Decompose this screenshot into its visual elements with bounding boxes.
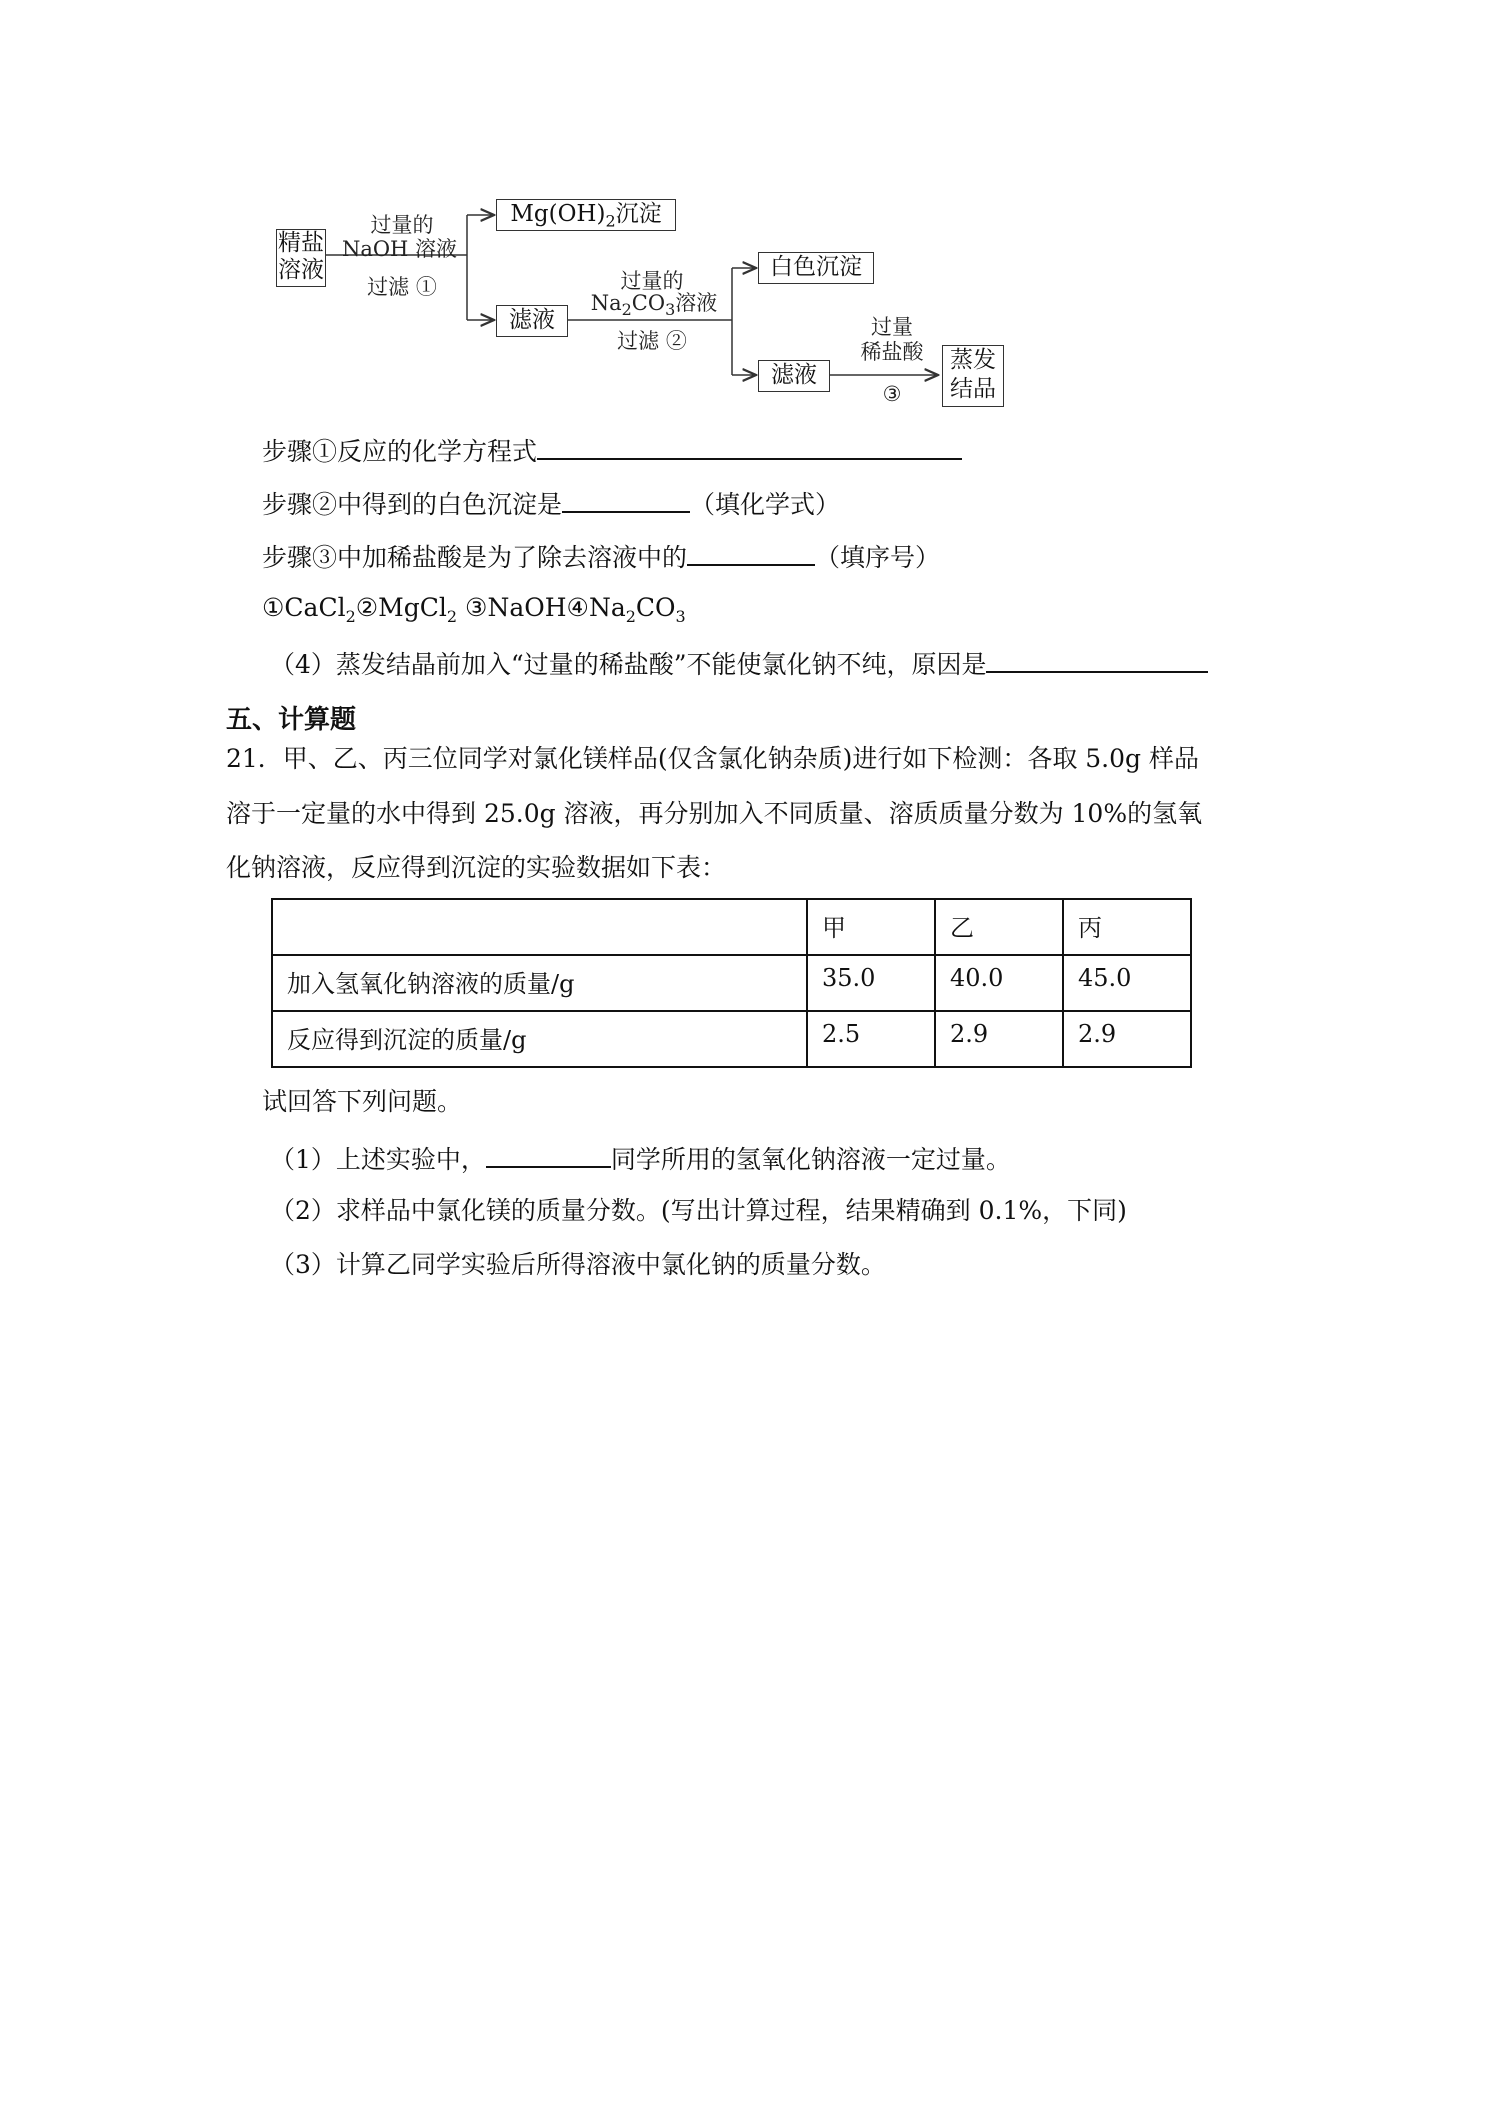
table-cell: 2.9 bbox=[935, 1011, 1063, 1067]
followup-intro: 试回答下列问题。 bbox=[262, 1087, 463, 1116]
white-precipitate-box: 白色沉淀 bbox=[758, 252, 874, 284]
step2-operation: 过滤 ② bbox=[617, 329, 687, 353]
question-4: （4）蒸发结晶前加入“过量的稀盐酸”不能使氯化钠不纯，原因是 bbox=[270, 645, 1208, 682]
answer-blank-q4[interactable] bbox=[986, 645, 1208, 673]
table-header-cell: 甲 bbox=[807, 899, 935, 955]
evaporation-crystallization-box: 蒸发 结品 bbox=[942, 345, 1004, 407]
table-header-row bbox=[272, 899, 1191, 955]
step1-reagent-line1: 过量的 bbox=[370, 213, 434, 237]
step1-operation: 过滤 ① bbox=[367, 275, 437, 299]
followup-q3: （3）计算乙同学实验后所得溶液中氯化钠的质量分数。 bbox=[270, 1250, 886, 1279]
step2-reagent-line1: 过量的 bbox=[620, 269, 684, 293]
table-cell: 45.0 bbox=[1063, 955, 1191, 1011]
followup-q1: （1）上述实验中， 同学所用的氢氧化钠溶液一定过量。 bbox=[270, 1140, 1011, 1177]
filtrate2-box: 滤液 bbox=[758, 360, 830, 392]
table-header-cell bbox=[272, 899, 807, 955]
process-flow-diagram bbox=[262, 185, 1022, 415]
table-row bbox=[272, 955, 1191, 1011]
table-cell: 2.5 bbox=[807, 1011, 935, 1067]
fine-salt-solution-box: 精盐 溶液 bbox=[276, 229, 326, 287]
problem21-line2: 溶于一定量的水中得到 25.0g 溶液，再分别加入不同质量、溶质质量分数为 10%的氢氧 bbox=[226, 799, 1203, 828]
step3-operation: ③ bbox=[882, 382, 902, 406]
table-header-cell: 乙 bbox=[935, 899, 1063, 955]
data-table bbox=[271, 898, 1192, 1068]
question-step1: 步骤①反应的化学方程式 bbox=[262, 432, 962, 469]
table-row-label: 加入氢氧化钠溶液的质量/g bbox=[272, 955, 807, 1011]
mgoh2-precipitate-box: $Mg(OH)_2$沉淀 bbox=[496, 199, 676, 231]
step2-reagent-line2: $Na_2CO_3$溶液 bbox=[590, 291, 718, 320]
table-cell: 40.0 bbox=[935, 955, 1063, 1011]
problem21-line3: 化钠溶液，反应得到沉淀的实验数据如下表： bbox=[226, 853, 727, 882]
table-row bbox=[272, 1011, 1191, 1067]
table-cell: 35.0 bbox=[807, 955, 935, 1011]
options-line: ①CaCl$_2$②MgCl$_2$ $③NaOH④Na_2CO_3$ bbox=[262, 593, 686, 626]
table-row-label: 反应得到沉淀的质量/g bbox=[272, 1011, 807, 1067]
step3-reagent-line2: 稀盐酸 bbox=[860, 340, 924, 364]
question-step3: 步骤③中加稀盐酸是为了除去溶液中的 （填序号） bbox=[262, 538, 940, 575]
table-header-cell: 丙 bbox=[1063, 899, 1191, 955]
followup-q2: （2）求样品中氯化镁的质量分数。(写出计算过程，结果精确到 0.1%，下同) bbox=[270, 1196, 1127, 1225]
section-heading: 五、计算题 bbox=[226, 705, 357, 735]
problem21-line1: 21．甲、乙、丙三位同学对氯化镁样品(仅含氯化钠杂质)进行如下检测：各取 5.0g 样品 bbox=[226, 744, 1199, 773]
answer-blank-followup-q1[interactable] bbox=[486, 1140, 611, 1168]
answer-blank-step2[interactable] bbox=[562, 485, 690, 513]
filtrate1-box: 滤液 bbox=[496, 305, 568, 337]
answer-blank-step1[interactable] bbox=[537, 432, 962, 460]
table-cell: 2.9 bbox=[1063, 1011, 1191, 1067]
step1-reagent-line2: NaOH 溶液 bbox=[341, 237, 458, 261]
answer-blank-step3[interactable] bbox=[687, 538, 815, 566]
question-step2: 步骤②中得到的白色沉淀是 （填化学式） bbox=[262, 485, 840, 522]
step3-reagent-line1: 过量 bbox=[871, 315, 913, 339]
